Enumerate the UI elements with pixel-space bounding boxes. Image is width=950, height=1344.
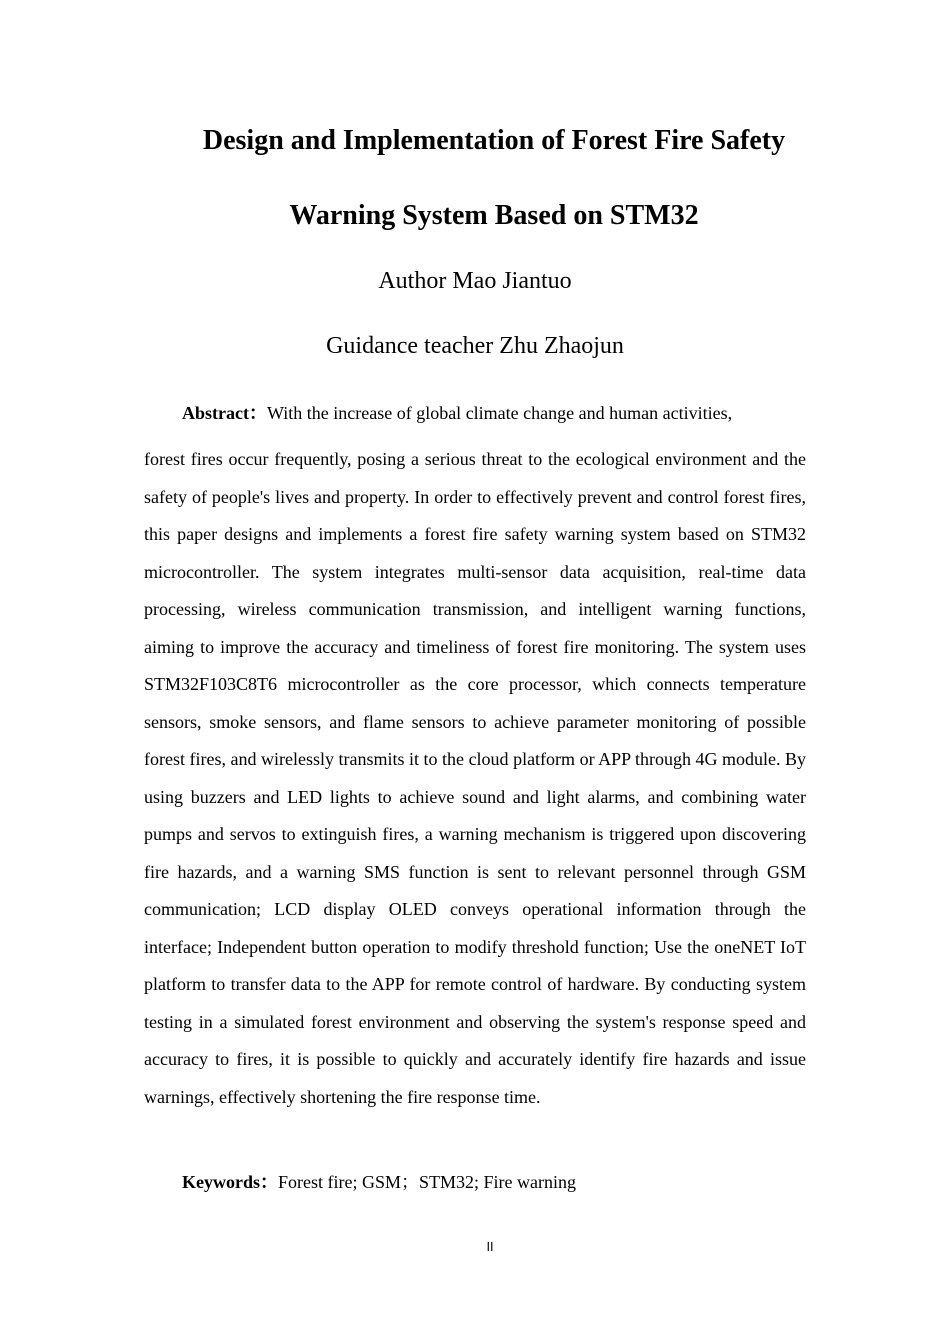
page-number: II bbox=[486, 1240, 494, 1254]
keywords-text: Forest fire; GSM；STM32; Fire warning bbox=[278, 1172, 576, 1192]
guidance-teacher-line: Guidance teacher Zhu Zhaojun bbox=[326, 333, 624, 359]
abstract-label: Abstract： bbox=[182, 403, 267, 423]
abstract-first-line bbox=[144, 394, 806, 432]
keywords-label: Keywords： bbox=[182, 1172, 278, 1192]
keywords bbox=[144, 1166, 806, 1198]
author-line: Author Mao Jiantuo bbox=[378, 268, 572, 294]
abstract bbox=[144, 394, 806, 1116]
abstract-body: forest fires occur frequently, posing a serious threat to the ecological environment and the safety of people's lives and property. In order to effectively prevent and control forest fires, this paper designs and implements a forest fire safety warning system based on STM32 microcontroller. The system integrates multi-sensor data acquisition, real-time data processing, wireless communication transmission, and intelligent warning functions, aiming to improve the accuracy and timeliness of forest fire monitoring. The system uses STM32F103C8T6 microcontroller as the core processor, which connects temperature sensors, smoke sensors, and flame sensors to achieve parameter monitoring of possible forest fires, and wirelessly transmits it to the cloud platform or APP through 4G module. By using buzzers and LED lights to achieve sound and light alarms, and combining water pumps and servos to extinguish fires, a warning mechanism is triggered upon discovering fire hazards, and a warning SMS function is sent to relevant personnel through GSM communication; LCD display OLED conveys operational information through the interface; Independent button operation to modify threshold function; Use the oneNET IoT platform to transfer data to the APP for remote control of hardware. By conducting system testing in a simulated forest environment and observing the system's response speed and accuracy to fires, it is possible to quickly and accurately identify fire hazards and issue warnings, effectively shortening the fire response time. bbox=[144, 449, 806, 1107]
paper-title-line-2: Warning System Based on STM32 bbox=[289, 200, 699, 231]
abstract-opening-text: With the increase of global climate change and human activities, bbox=[266, 403, 733, 423]
paper-title-line-1: Design and Implementation of Forest Fire Safety bbox=[202, 125, 786, 156]
